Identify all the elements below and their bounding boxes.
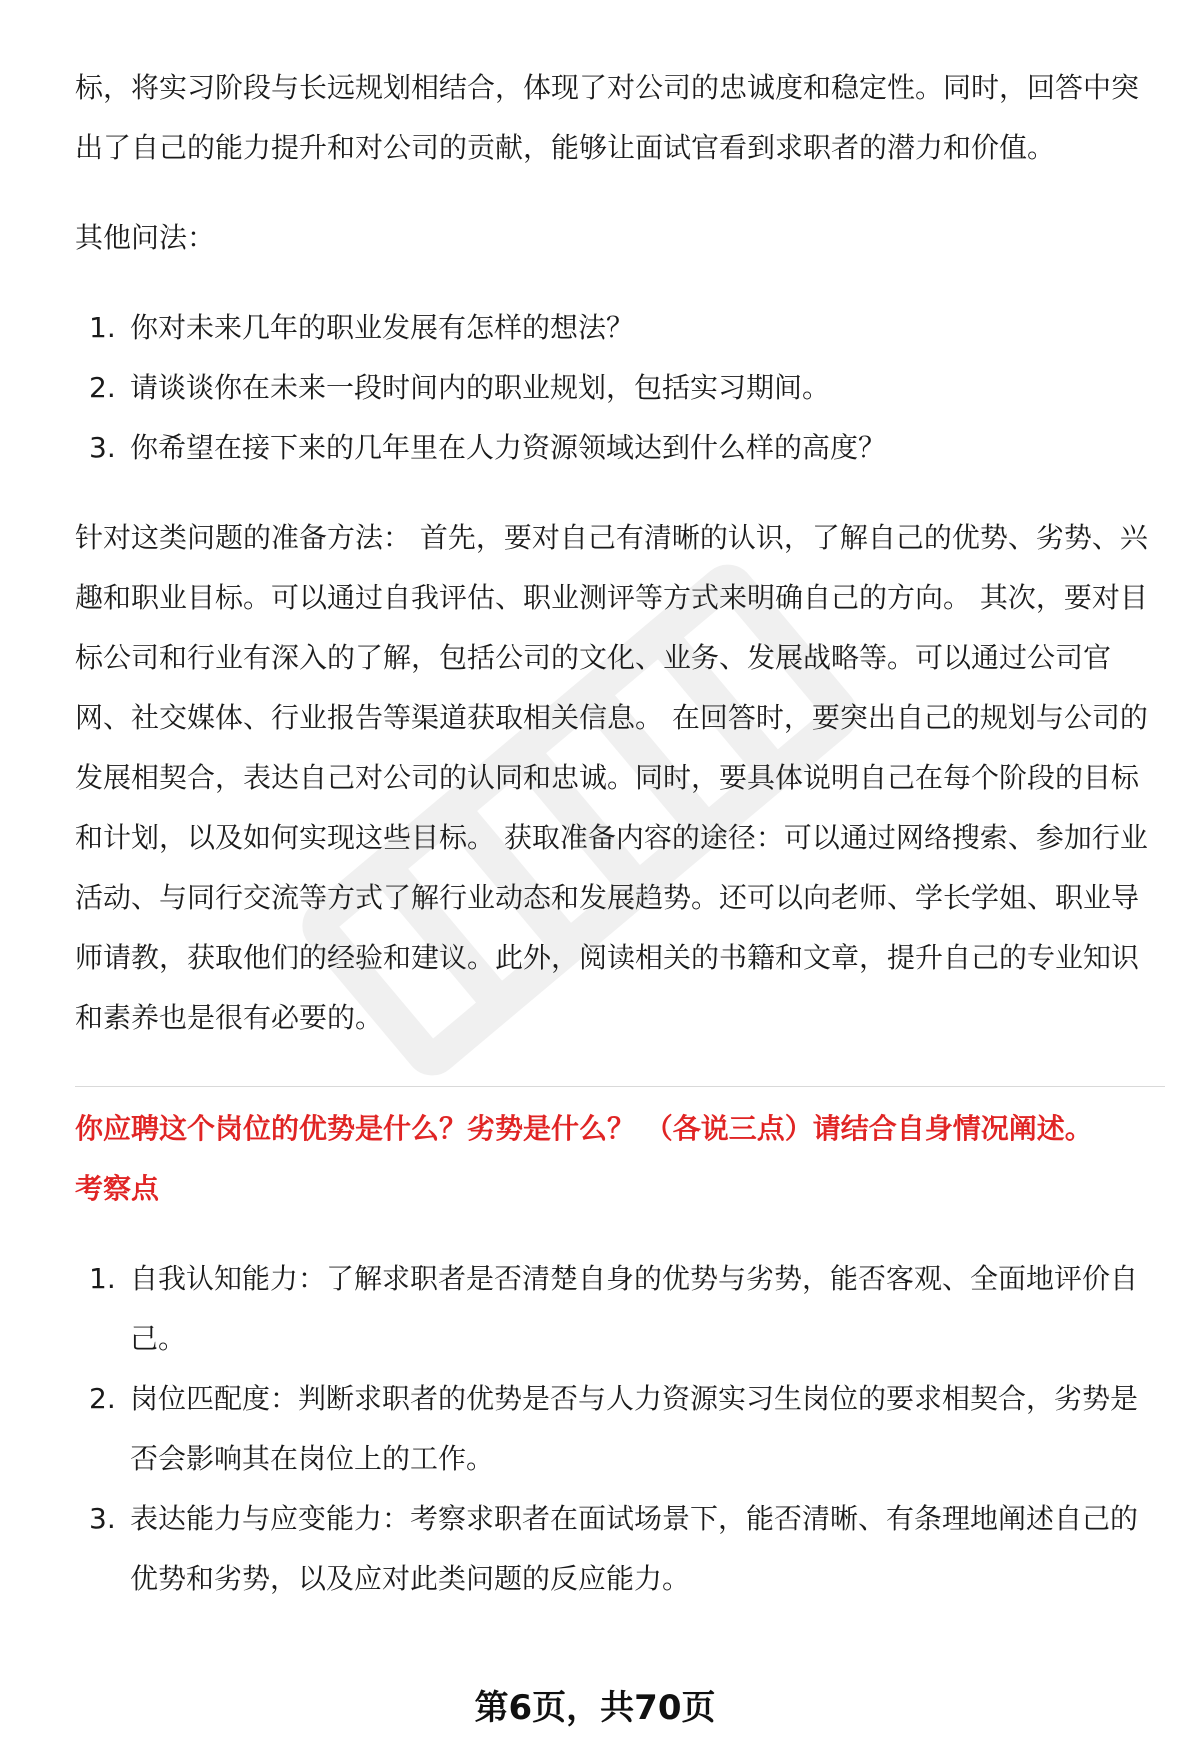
list-item-number: 3. — [89, 431, 116, 464]
list-item-number: 3. — [89, 1502, 116, 1535]
list-item-text: 表达能力与应变能力：考察求职者在面试场景下，能否清晰、有条理地阐述自己的优势和劣势，以及应对此类问题的反应能力。 — [130, 1502, 1139, 1595]
assessment-points-heading: 考察点 — [75, 1172, 160, 1205]
list-item-text: 岗位匹配度：判断求职者的优势是否与人力资源实习生岗位的要求相契合，劣势是否会影响其在岗位上的工作。 — [130, 1382, 1139, 1475]
list-item — [75, 418, 1165, 478]
list-item-number: 1. — [89, 1262, 116, 1295]
list-item-number: 2. — [89, 371, 116, 404]
intro-paragraph: 标，将实习阶段与长远规划相结合，体现了对公司的忠诚度和稳定性。同时，回答中突出了自己的能力提升和对公司的贡献，能够让面试官看到求职者的潜力和价值。 — [75, 71, 1140, 164]
list-item-text: 你希望在接下来的几年里在人力资源领域达到什么样的高度？ — [130, 431, 887, 464]
list-item-text: 你对未来几年的职业发展有怎样的想法？ — [130, 311, 635, 344]
section-divider — [75, 1086, 1165, 1087]
list-item — [75, 1489, 1165, 1609]
list-item-text: 请谈谈你在未来一段时间内的职业规划，包括实习期间。 — [130, 371, 831, 404]
document-content — [75, 58, 1165, 1609]
list-item — [75, 298, 1165, 358]
question-title: 你应聘这个岗位的优势是什么？劣势是什么？ （各说三点）请结合自身情况阐述。 — [75, 1112, 1093, 1145]
list-item-number: 1. — [89, 311, 116, 344]
page-number-footer: 第6页，共70页 — [474, 1688, 716, 1728]
list-item — [75, 358, 1165, 418]
list-item-text: 自我认知能力：了解求职者是否清楚自身的优势与劣势，能否客观、全面地评价自己。 — [130, 1262, 1139, 1355]
assessment-points-list — [75, 1249, 1165, 1609]
other-questions-list — [75, 298, 1165, 478]
preparation-paragraph: 针对这类问题的准备方法： 首先，要对自己有清晰的认识，了解自己的优势、劣势、兴趣和职业目标。可以通过自我评估、职业测评等方式来明确自己的方向。 其次，要对目标公司和行业有深入的了解，包括公司的文化、业务、发展战略等。可以通过公司官网、社交媒体、行业报告等渠道获取相关信息。 在回答时，要突出自己的规划与公司的发展相契合，表达自己对公司的认同和忠诚。同时，要具体说明自己在每个阶段的目标和计划，以及如何实现这些目标。 获取准备内容的途径：可以通过网络搜索、参加行业活动、与同行交流等方式了解行业动态和发展趋势。还可以向老师、学长学姐、职业导师请教，获取他们的经验和建议。此外，阅读相关的书籍和文章，提升自己的专业知识和素养也是很有必要的。 — [75, 521, 1148, 1034]
list-item-number: 2. — [89, 1382, 116, 1415]
other-questions-heading: 其他问法： — [75, 221, 216, 254]
list-item — [75, 1369, 1165, 1489]
list-item — [75, 1249, 1165, 1369]
